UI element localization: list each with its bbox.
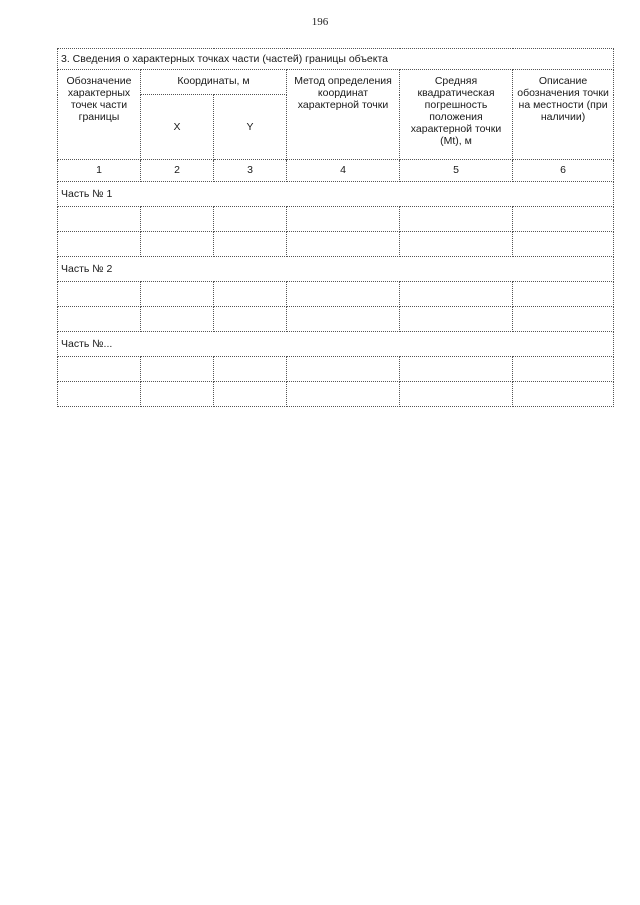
empty-cell [287, 357, 400, 382]
empty-cell [287, 282, 400, 307]
part-label: Часть №... [58, 332, 614, 357]
column-number: 4 [287, 160, 400, 182]
header-y: Y [214, 95, 287, 160]
empty-cell [141, 232, 214, 257]
empty-cell [513, 282, 614, 307]
header-method: Метод определения координат характерной точки [287, 70, 400, 160]
empty-cell [58, 232, 141, 257]
empty-cell [400, 232, 513, 257]
table-row [58, 232, 614, 257]
empty-cell [287, 307, 400, 332]
empty-cell [400, 282, 513, 307]
header-description: Описание обозначения точки на местности (при наличии) [513, 70, 614, 160]
table-title-row [58, 49, 614, 70]
table-row [58, 207, 614, 232]
header-row [58, 70, 614, 95]
empty-cell [141, 207, 214, 232]
empty-cell [141, 307, 214, 332]
empty-cell [58, 282, 141, 307]
empty-cell [400, 207, 513, 232]
empty-cell [214, 232, 287, 257]
empty-cell [400, 307, 513, 332]
header-designation: Обозначение характерных точек части границы [58, 70, 141, 160]
part-label: Часть № 1 [58, 182, 614, 207]
empty-cell [287, 232, 400, 257]
table-row [58, 382, 614, 407]
empty-cell [214, 282, 287, 307]
column-number: 3 [214, 160, 287, 182]
empty-cell [141, 382, 214, 407]
part-row [58, 257, 614, 282]
table-row [58, 357, 614, 382]
header-x: X [141, 95, 214, 160]
page-number: 196 [311, 16, 329, 28]
empty-cell [287, 382, 400, 407]
table-title: 3. Сведения о характерных точках части (частей) границы объекта [58, 49, 614, 70]
empty-cell [287, 207, 400, 232]
column-number: 5 [400, 160, 513, 182]
column-number: 6 [513, 160, 614, 182]
table-row [58, 282, 614, 307]
column-number: 1 [58, 160, 141, 182]
empty-cell [214, 357, 287, 382]
part-label: Часть № 2 [58, 257, 614, 282]
table-row [58, 307, 614, 332]
empty-cell [141, 282, 214, 307]
empty-cell [513, 307, 614, 332]
empty-cell [58, 382, 141, 407]
empty-cell [513, 232, 614, 257]
column-number: 2 [141, 160, 214, 182]
column-numbers-row [58, 160, 614, 182]
part-row [58, 182, 614, 207]
empty-cell [513, 357, 614, 382]
empty-cell [214, 207, 287, 232]
characteristic-points-table [57, 48, 614, 407]
header-coordinates: Координаты, м [141, 70, 287, 95]
empty-cell [513, 207, 614, 232]
empty-cell [214, 382, 287, 407]
empty-cell [400, 382, 513, 407]
part-row [58, 332, 614, 357]
empty-cell [400, 357, 513, 382]
header-accuracy: Средняя квадратическая погрешность положения характерной точки (Mt), м [400, 70, 513, 160]
empty-cell [58, 207, 141, 232]
empty-cell [58, 307, 141, 332]
empty-cell [513, 382, 614, 407]
empty-cell [141, 357, 214, 382]
empty-cell [58, 357, 141, 382]
empty-cell [214, 307, 287, 332]
